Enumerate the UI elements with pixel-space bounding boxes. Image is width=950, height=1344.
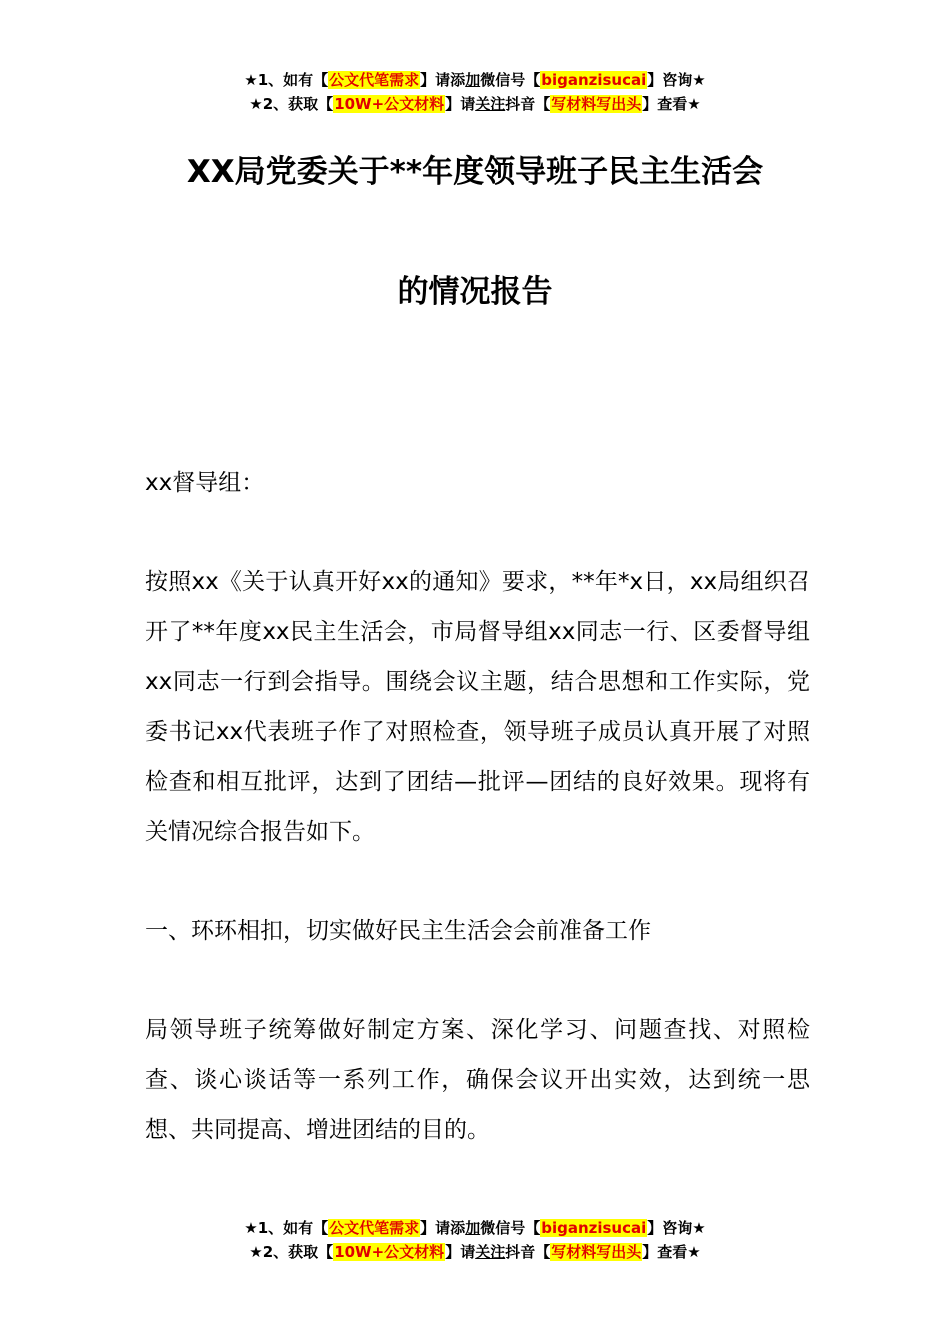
banner-underline: 加 [465, 71, 481, 89]
banner-line-2 [0, 92, 950, 116]
banner-text: 抖音【 [505, 95, 551, 113]
banner-line-1 [0, 68, 950, 92]
banner-text: ★2、获取【 [249, 95, 334, 113]
banner-underline: 关注 [475, 1243, 506, 1261]
banner-highlight: 公文代笔需求 [329, 71, 420, 89]
banner-text: 抖音【 [505, 1243, 551, 1261]
bottom-banner [0, 1216, 950, 1264]
body-paragraph-1: 按照xx《关于认真开好xx的通知》要求，**年*x日，xx局组织召开了**年度xx民主生活会，市局督导组xx同志一行、区委督导组xx同志一行到会指导。围绕会议主题，结合思想和工作实际，党委书记xx代表班子作了对照检查，领导班子成员认真开展了对照检查和相互批评，达到了团结—批评—团结的良好效果。现将有关情况综合报告如下。 [145, 569, 810, 845]
banner-highlight: 10W+公文材料 [334, 95, 445, 113]
banner-text: 】咨询★ [647, 1219, 706, 1237]
banner-text: 】请 [445, 1243, 476, 1261]
banner-highlight: biganzisucai [541, 71, 647, 89]
banner-line-1 [0, 1216, 950, 1240]
banner-highlight: 写材料写出头 [551, 95, 642, 113]
banner-highlight: 公文代笔需求 [329, 1219, 420, 1237]
banner-text: 微信号【 [480, 71, 541, 89]
banner-underline: 加 [465, 1219, 481, 1237]
banner-line-2 [0, 1240, 950, 1264]
banner-text: 】查看★ [642, 95, 701, 113]
banner-text: ★1、如有【 [244, 1219, 329, 1237]
body-paragraph-2: 局领导班子统筹做好制定方案、深化学习、问题查找、对照检查、谈心谈话等一系列工作，确保会议开出实效，达到统一思想、共同提高、增进团结的目的。 [145, 1017, 810, 1143]
salutation: xx督导组： [145, 470, 265, 496]
banner-text: 】请添 [420, 1219, 466, 1237]
banner-highlight: 10W+公文材料 [334, 1243, 445, 1261]
section-heading-1: 一、环环相扣，切实做好民主生活会会前准备工作 [145, 918, 651, 944]
top-banner [0, 68, 950, 116]
banner-text: ★2、获取【 [249, 1243, 334, 1261]
banner-text: 】请 [445, 95, 476, 113]
banner-text: 】请添 [420, 71, 466, 89]
banner-text: 】咨询★ [647, 71, 706, 89]
banner-text: ★1、如有【 [244, 71, 329, 89]
banner-underline: 关注 [475, 95, 506, 113]
banner-highlight: biganzisucai [541, 1219, 647, 1237]
banner-highlight: 写材料写出头 [551, 1243, 642, 1261]
document-title-line-1: XX局党委关于**年度领导班子民主生活会 [186, 154, 764, 190]
banner-text: 】查看★ [642, 1243, 701, 1261]
banner-text: 微信号【 [480, 1219, 541, 1237]
document-title-line-2: 的情况报告 [397, 274, 553, 310]
